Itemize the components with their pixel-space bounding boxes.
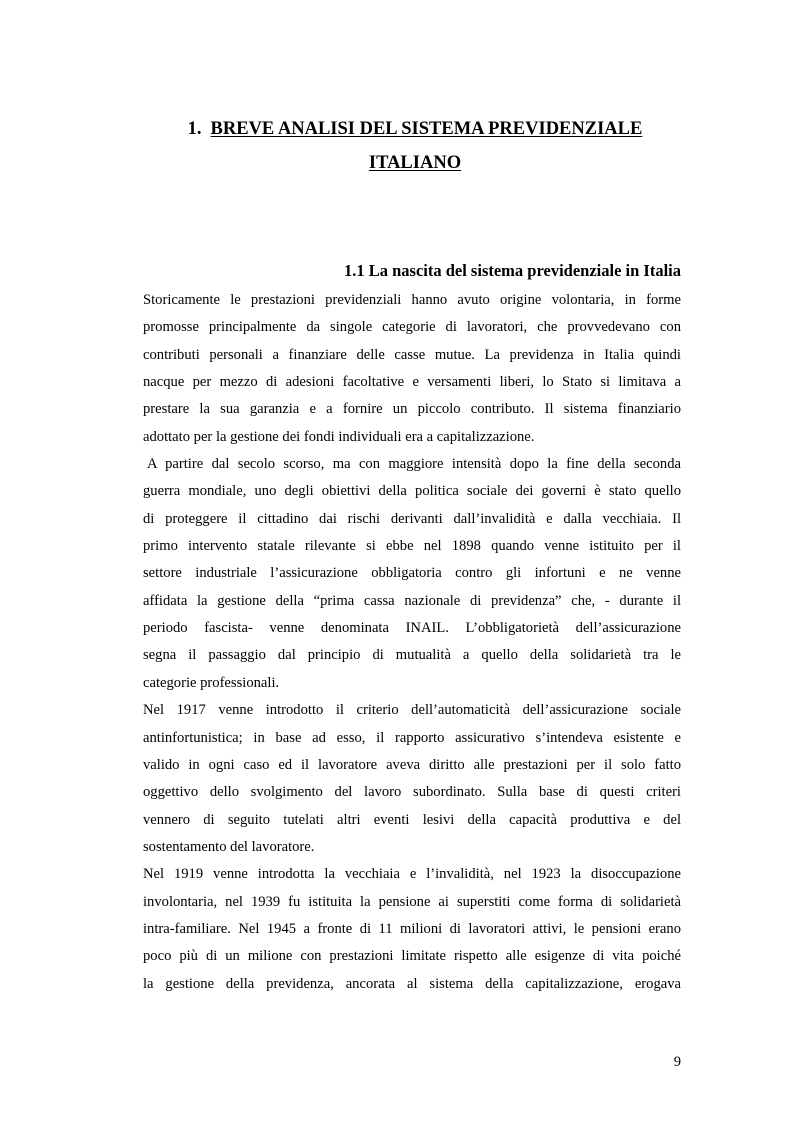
paragraph-2 [143,451,681,697]
body-text [143,287,681,998]
text-line: guerra mondiale, uno degli obiettivi della politica sociale dei governi è stato quello [143,483,681,500]
text-line: prestare la sua garanzia e a fornire un piccolo contributo. Il sistema finanziario [143,401,681,418]
chapter-title [150,112,680,180]
text-line: periodo fascista- venne denominata INAIL. L’obbligatorietà dell’assicurazione [143,620,681,637]
text-line: nacque per mezzo di adesioni facoltative e versamenti liberi, lo Stato si limitava a [143,374,681,391]
text-line: categorie professionali. [143,674,280,691]
text-line: Nel 1917 venne introdotto il criterio dell’automaticità dell’assicurazione sociale [143,702,681,719]
text-line: promosse principalmente da singole categorie di lavoratori, che provvedevano con [143,319,681,336]
text-line: vennero di seguito tutelati altri eventi lesivi della capacità produttiva e del [143,811,681,828]
paragraph-1 [143,287,681,451]
paragraph-3 [143,697,681,861]
text-line: segna il passaggio dal principio di mutualità a quello della solidarietà tra le [143,647,681,664]
text-line: Storicamente le prestazioni previdenziali hanno avuto origine volontaria, in forme [143,292,681,308]
chapter-title-line-2: ITALIANO [368,153,462,173]
text-line: adottato per la gestione dei fondi individuali era a capitalizzazione. [143,428,535,445]
text-line: primo intervento statale rilevante si ebbe nel 1898 quando venne istituito per il [143,538,681,555]
section-title: 1.1 La nascita del sistema previdenziale in Italia [343,261,681,280]
paragraph-4 [143,861,681,998]
text-line: di proteggere il cittadino dai rischi derivanti dall’invalidità e dalla vecchiaia. Il [143,510,681,527]
text-line: settore industriale l’assicurazione obbligatoria contro gli infortuni e ne venne [143,565,681,582]
text-line: la gestione della previdenza, ancorata al sistema della capitalizzazione, erogava [143,975,681,992]
text-line: oggettivo dello svolgimento del lavoro subordinato. Sulla base di questi criteri [143,784,681,801]
text-line: involontaria, nel 1939 fu istituita la pensione ai superstiti come forma di solidarietà [143,893,681,910]
chapter-title-line-1: BREVE ANALISI DEL SISTEMA PREVIDENZIALE [210,119,643,139]
text-line: antinfortunistica; in base ad esso, il rapporto assicurativo s’intendeva esistente e [143,729,681,746]
text-line: valido in ogni caso ed il lavoratore aveva diritto alle prestazioni per il solo fatto [143,756,681,773]
text-line: sostentamento del lavoratore. [143,838,315,855]
text-line: A partire dal secolo scorso, ma con maggiore intensità dopo la fine della seconda [147,456,681,473]
chapter-number: 1. [187,119,202,139]
text-line: poco più di un milione con prestazioni limitate rispetto alle esigenze di vita poiché [143,948,681,965]
text-line: affidata la gestione della “prima cassa nazionale di previdenza” che, - durante il [143,592,681,609]
text-line: intra-familiare. Nel 1945 a fronte di 11 milioni di lavoratori attivi, le pensioni erano [143,920,681,937]
text-line: contributi personali a finanziare delle casse mutue. La previdenza in Italia quindi [143,346,681,363]
page-number: 9 [673,1054,681,1070]
text-line: Nel 1919 venne introdotta la vecchiaia e l’invalidità, nel 1923 la disoccupazione [143,866,681,883]
